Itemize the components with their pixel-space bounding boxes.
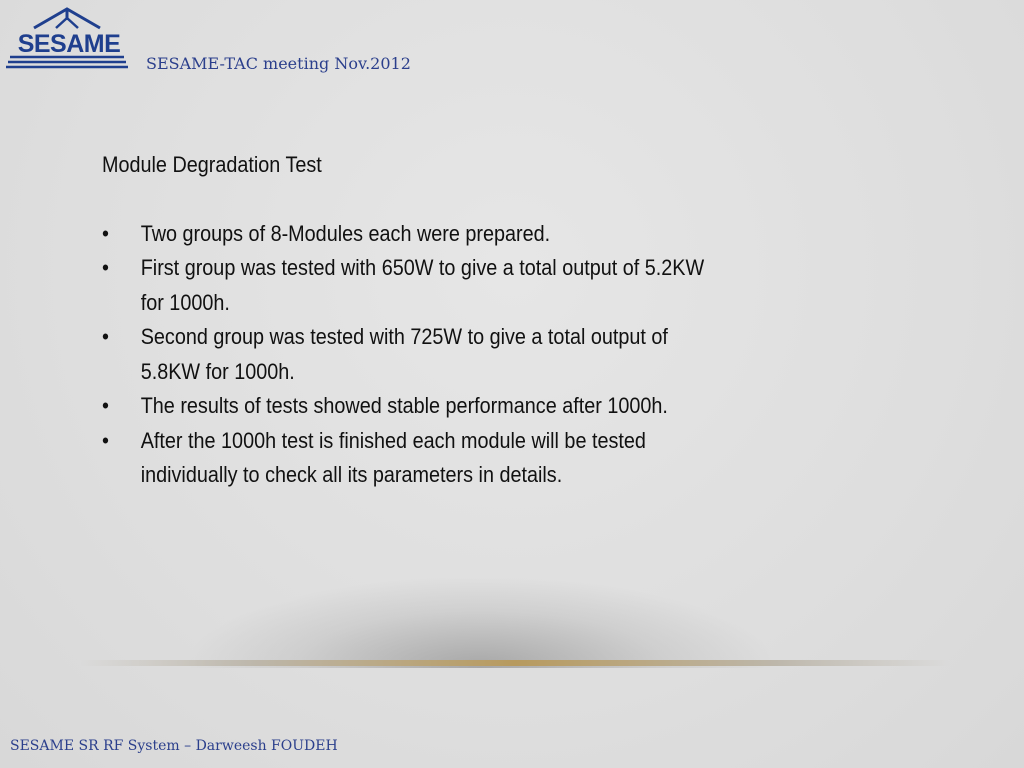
bullet-icon: • — [102, 220, 109, 246]
bullet-icon: • — [102, 324, 109, 349]
slide-content — [102, 148, 732, 493]
bullet-icon: • — [102, 255, 109, 280]
header-title: SESAME-TAC meeting Nov.2012 — [146, 54, 411, 73]
bullet-icon: • — [102, 427, 109, 453]
bullet-item — [102, 389, 732, 424]
bullet-item — [102, 320, 732, 389]
bullet-text: Second group was tested with 725W to give a total output of 5.8KW for 1000h. — [140, 324, 668, 384]
bullet-item — [102, 217, 732, 252]
decorative-shadow — [190, 578, 770, 668]
bullet-text: Two groups of 8-Modules each were prepared. — [140, 220, 551, 246]
logo-wordmark: SESAME — [17, 30, 121, 58]
footer-text: SESAME SR RF System – Darweesh FOUDEH — [10, 738, 338, 754]
bullet-text: The results of tests showed stable performance after 1000h. — [140, 393, 668, 418]
bullet-item — [102, 424, 732, 493]
decorative-divider — [80, 660, 950, 666]
bullet-text: First group was tested with 650W to give a total output of 5.2KW for 1000h. — [140, 255, 705, 315]
sesame-logo — [4, 6, 130, 72]
bullet-list — [102, 217, 732, 493]
bullet-item — [102, 251, 732, 320]
bullet-text: After the 1000h test is finished each module will be tested individually to check all its parameters in details. — [140, 427, 646, 487]
slide-heading: Module Degradation Test — [102, 152, 322, 177]
bullet-icon: • — [102, 393, 109, 418]
